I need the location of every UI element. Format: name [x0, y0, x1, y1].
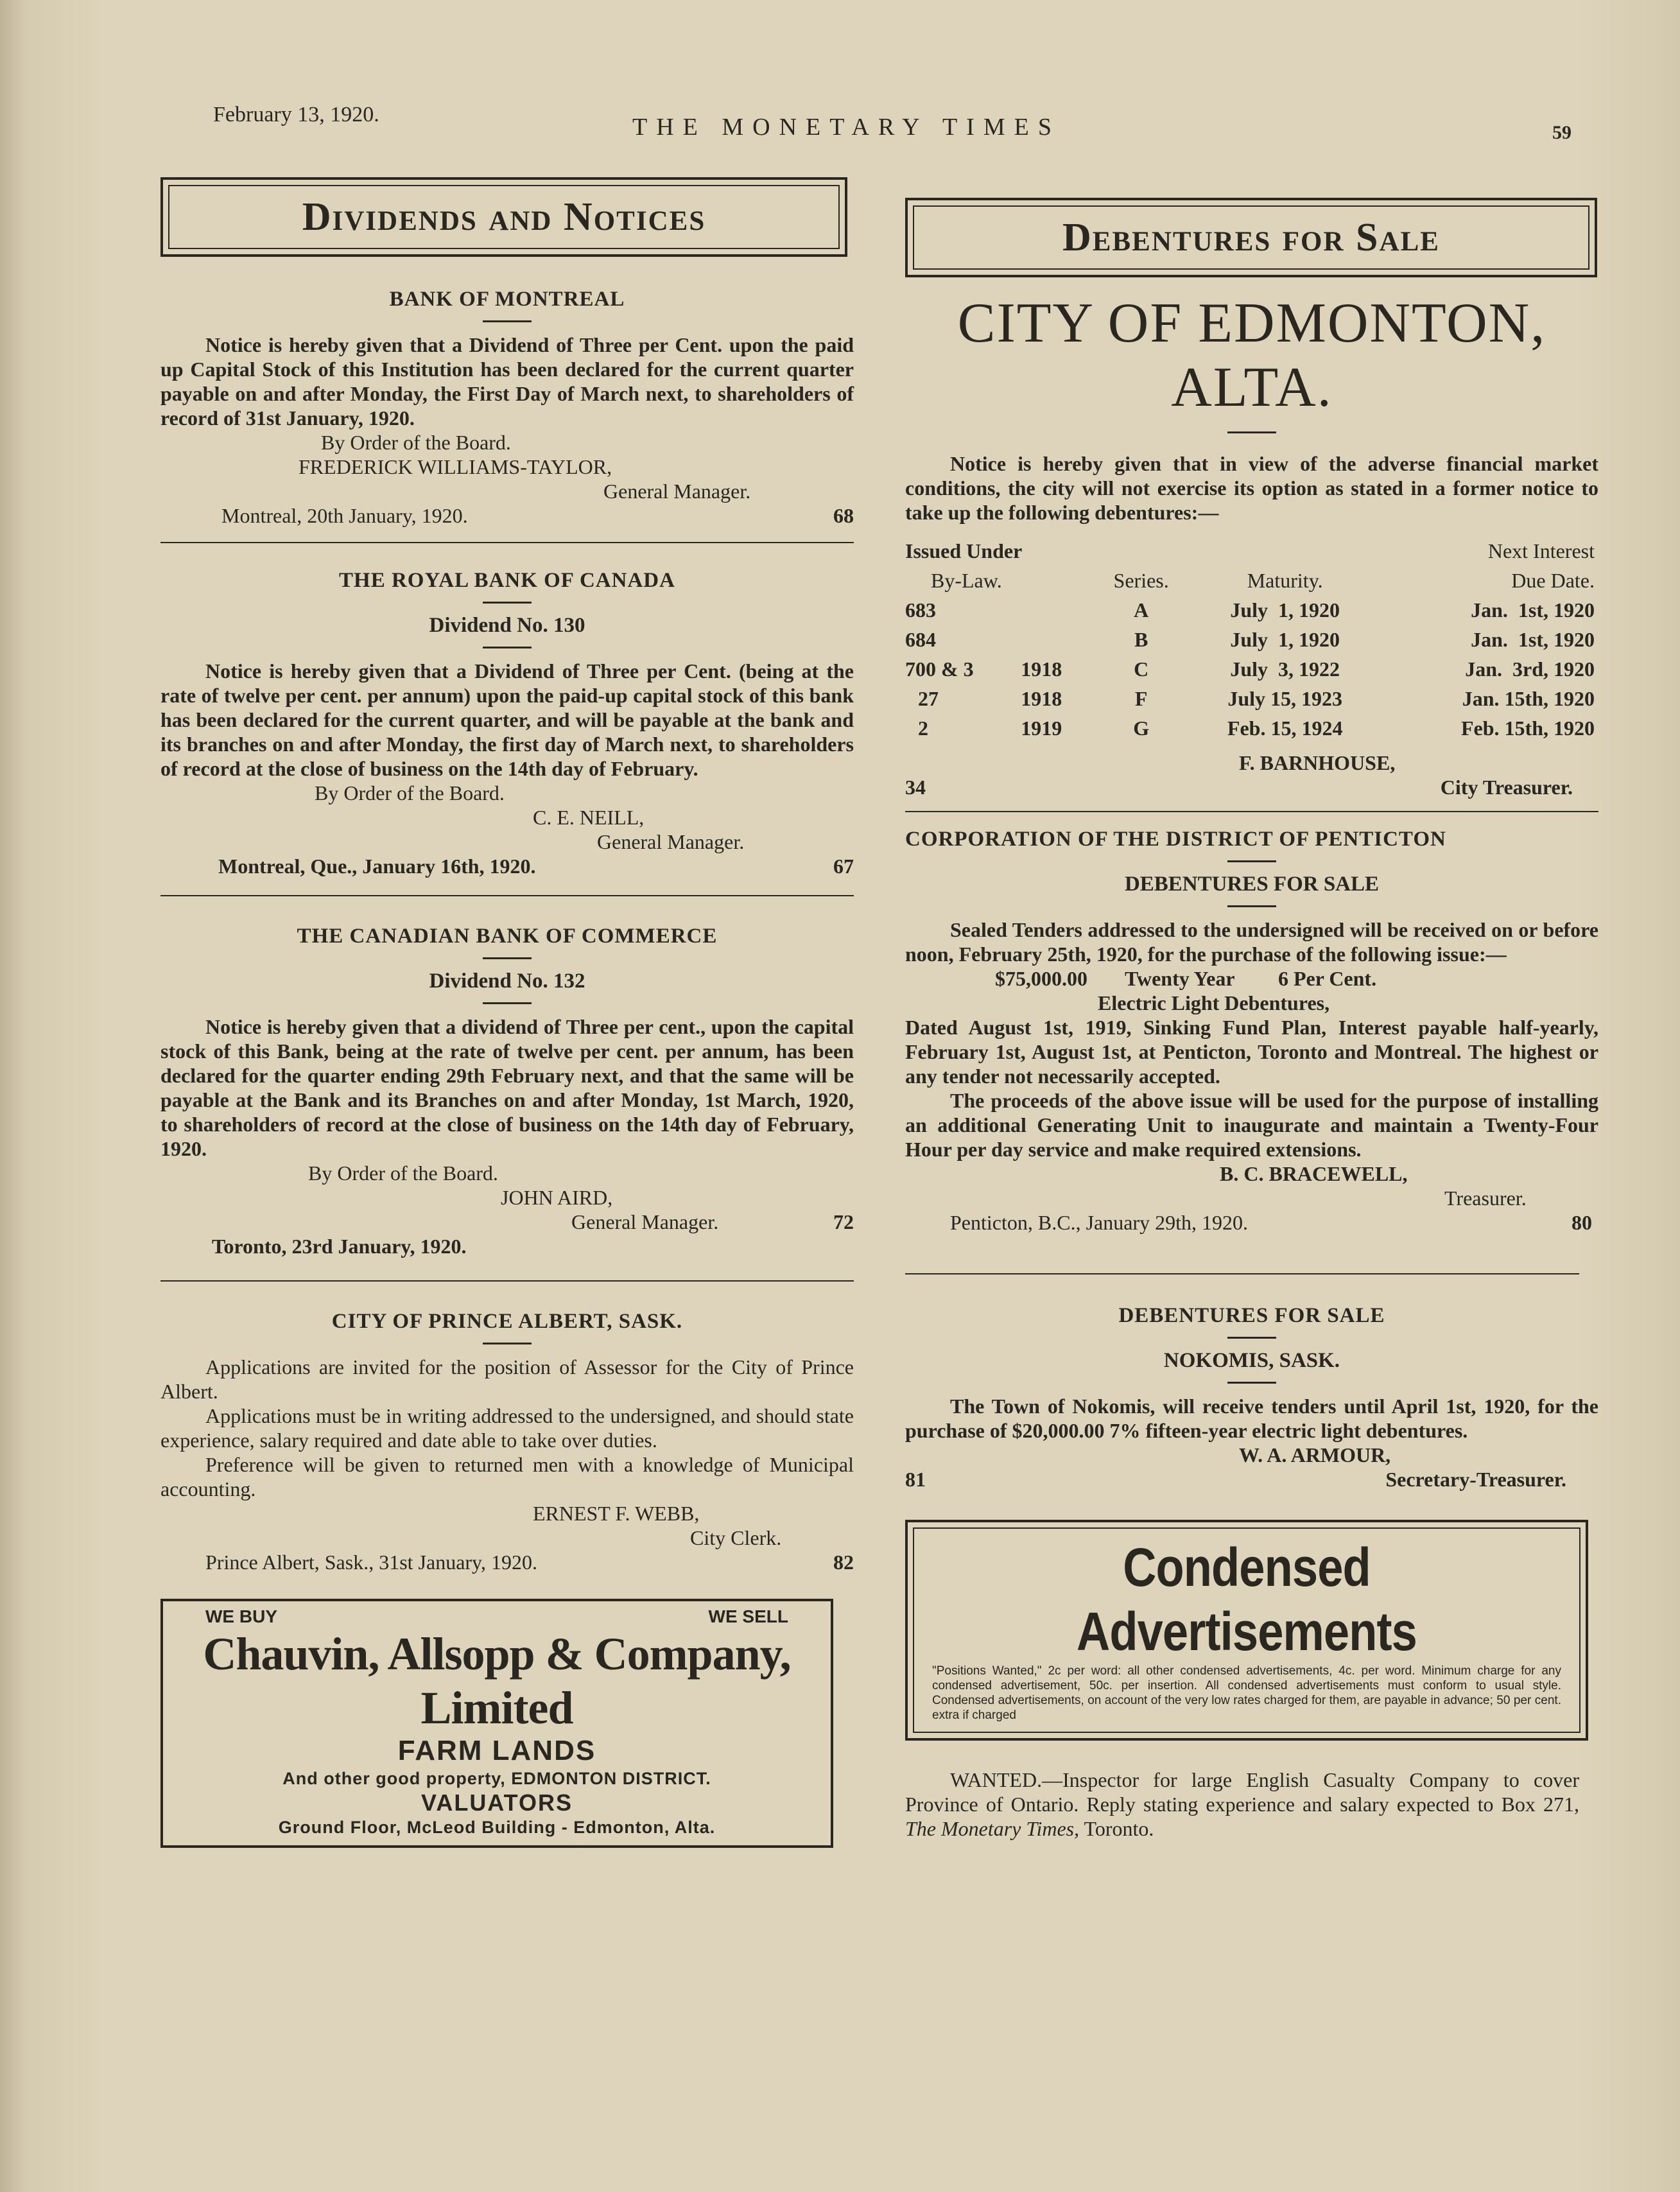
interest-date-cell: Jan. 1st, 1920 — [1471, 628, 1595, 651]
header-date: February 13, 1920. — [213, 103, 379, 126]
city-title: CITY OF EDMONTON, — [957, 292, 1546, 354]
divider — [1227, 860, 1276, 862]
table-header-row — [905, 566, 1598, 595]
issue-amount: $75,000.00 — [995, 967, 1087, 990]
divider — [483, 957, 532, 959]
we-buy-label: WE BUY — [205, 1606, 277, 1626]
divider — [1227, 1337, 1276, 1339]
debentures-heading-box — [905, 198, 1597, 277]
year-cell: 1918 — [1021, 687, 1062, 710]
issue-term: Twenty Year — [1125, 967, 1234, 990]
series-cell: B — [1134, 628, 1148, 651]
table-body — [905, 595, 1598, 743]
bank-of-commerce-notice — [160, 925, 854, 1258]
section-rule — [905, 1273, 1579, 1274]
ad-number: 82 — [833, 1551, 854, 1574]
column-header: By-Law. — [931, 569, 1002, 592]
bylaw-cell: 700 & 3 — [905, 657, 974, 681]
year-cell: 1918 — [1021, 657, 1062, 681]
signatory-role: Treasurer. — [1444, 1187, 1527, 1210]
bylaw-cell: 2 — [918, 717, 928, 740]
farm-lands-line: FARM LANDS — [397, 1735, 596, 1766]
dividends-heading-box — [160, 177, 847, 257]
notice-paragraph: Applications are invited for the position of Assessor for the City of Prince Albert. — [160, 1355, 854, 1403]
royal-bank-notice — [160, 569, 854, 878]
divider — [483, 1002, 532, 1004]
notice-body: Notice is hereby given that a Dividend of Three per Cent. upon the paid up Capital Stock of this Institution has been declared for the current quarter payable on and after Monday, the First Day of March next, to shareholders of record of 31st January, 1920. — [160, 333, 854, 430]
section-subtitle: DEBENTURES FOR SALE — [1124, 873, 1380, 896]
section-title: BANK OF MONTREAL — [389, 288, 625, 311]
section-subtitle: NOKOMIS, SASK. — [1163, 1349, 1340, 1372]
wanted-body: Inspector for large English Casualty Company to cover Province of Ontario. Reply stating experience and salary expected to Box 271, — [905, 1768, 1579, 1816]
table-row — [905, 654, 1598, 684]
interest-date-cell: Feb. 15th, 1920 — [1461, 717, 1595, 740]
condensed-ads-inner — [913, 1527, 1580, 1733]
column-header — [1093, 536, 1190, 566]
ad-number: 67 — [833, 855, 854, 878]
penticton-notice — [905, 828, 1598, 1235]
signatory-role: General Manager. — [603, 480, 751, 503]
order-line: By Order of the Board. — [308, 1161, 498, 1185]
maturity-cell: July 3, 1922 — [1230, 657, 1340, 681]
bylaw-cell: 684 — [905, 628, 936, 651]
notice-body: Notice is hereby given that a Dividend of Three per Cent. (being at the rate of twelve per cent. per annum) upon the paid-up capital stock of this bank has been declared for the current quarter, and will be payable at the bank and its branches on and after Monday, the first day of March next, to shareholders of record at the close of business on the 14th day of February. — [160, 659, 854, 780]
place-line — [160, 503, 854, 528]
edmonton-notice — [905, 291, 1598, 799]
series-cell: A — [1134, 598, 1149, 622]
notice-paragraph: Preference will be given to returned men with a knowledge of Municipal accounting. — [160, 1453, 854, 1500]
publication-name: The Monetary Times, — [905, 1817, 1080, 1840]
signatory-name: JOHN AIRD, — [501, 1186, 613, 1209]
wanted-lead: WANTED.— — [950, 1768, 1063, 1791]
condensed-ads-box — [905, 1520, 1588, 1741]
interest-date-cell: Jan. 15th, 1920 — [1462, 687, 1595, 710]
column-header: Series. — [1113, 569, 1169, 592]
divider — [483, 320, 532, 322]
table-row — [905, 625, 1598, 654]
series-cell: C — [1134, 657, 1149, 681]
bylaw-cell: 683 — [905, 598, 936, 622]
buy-sell-line — [173, 1606, 820, 1627]
section-title: CORPORATION OF THE DISTRICT OF PENTICTON — [905, 828, 1446, 851]
table-row — [905, 595, 1598, 625]
place-line — [905, 1210, 1598, 1235]
bylaw-cell: 27 — [918, 687, 939, 710]
section-rule — [160, 542, 854, 543]
maturity-cell: July 1, 1920 — [1230, 598, 1340, 622]
chauvin-allsopp-advertisement — [160, 1599, 833, 1848]
ad-number: 81 — [905, 1468, 926, 1491]
signatory-name: F. BARNHOUSE, — [1239, 751, 1396, 774]
notice-paragraph: The proceeds of the above issue will be used for the purpose of installing an additional Generating Unit to inaugurate and maintain a Twenty-Four Hour per day service and make required extensions. — [905, 1089, 1598, 1161]
column-header — [1190, 536, 1380, 566]
notice-paragraph: Applications must be in writing addressed to the undersigned, and should state experience, salary required and date able to take over duties. — [160, 1404, 854, 1452]
column-header: Due Date. — [1511, 569, 1595, 592]
table-row — [905, 713, 1598, 743]
notice-paragraph: Sealed Tenders addressed to the undersigned will be received on or before noon, February 25th, 1920, for the purchase of the following issue:— — [905, 918, 1598, 966]
role-line — [905, 1467, 1598, 1492]
series-cell: G — [1133, 717, 1150, 740]
issue-kind: Electric Light Debentures, — [1098, 991, 1330, 1014]
we-sell-label: WE SELL — [708, 1606, 788, 1626]
section-title: CITY OF PRINCE ALBERT, SASK. — [331, 1310, 683, 1333]
section-title: DEBENTURES FOR SALE — [1118, 1304, 1385, 1327]
notice-paragraph: Dated August 1st, 1919, Sinking Fund Plan, Interest payable half-yearly, February 1st, August 1st, at Penticton, Toronto and Montreal. The highest or any tender not necessarily accepted. — [905, 1016, 1598, 1088]
wanted-advertisement — [905, 1768, 1579, 1841]
signatory-name: W. A. ARMOUR, — [1239, 1443, 1391, 1466]
place-date: Montreal, 20th January, 1920. — [221, 504, 468, 527]
divider — [1227, 431, 1276, 433]
interest-date-cell: Jan. 3rd, 1920 — [1465, 657, 1595, 681]
signatory-role: City Clerk. — [690, 1526, 782, 1549]
condensed-ads-title: Condensed Advertisements — [1077, 1537, 1417, 1662]
maturity-cell: July 1, 1920 — [1230, 628, 1340, 651]
maturity-cell: Feb. 15, 1924 — [1227, 717, 1343, 740]
section-subtitle: Dividend No. 132 — [429, 970, 585, 993]
maturity-cell: July 15, 1923 — [1227, 687, 1342, 710]
right-column — [905, 198, 1598, 1841]
place-line — [160, 854, 854, 878]
divider — [483, 602, 532, 604]
year-cell: 1919 — [1021, 717, 1062, 740]
issue-line — [905, 966, 1598, 991]
section-rule — [160, 1280, 854, 1282]
address-line: Ground Floor, McLeod Building - Edmonton, Alta. — [278, 1818, 716, 1837]
column-header: Issued Under — [905, 539, 1023, 562]
signatory-role: Secretary-Treasurer. — [1385, 1468, 1566, 1491]
order-line: By Order of the Board. — [315, 781, 505, 805]
place-date: Prince Albert, Sask., 31st January, 1920. — [205, 1551, 537, 1574]
page-number: 59 — [1552, 122, 1572, 143]
signatory-role: General Manager. — [571, 1210, 719, 1233]
company-name: Chauvin, Allsopp & Company, Limited — [203, 1628, 791, 1734]
role-line — [160, 1210, 854, 1234]
prince-albert-notice — [160, 1310, 854, 1574]
province-title: ALTA. — [1171, 356, 1333, 419]
signatory-name: B. C. BRACEWELL, — [1220, 1162, 1408, 1185]
column-header: Next Interest — [1487, 539, 1595, 562]
section-title: THE CANADIAN BANK OF COMMERCE — [297, 925, 718, 948]
notice-body: Notice is hereby given that a dividend of Three per cent., upon the capital stock of this Bank, being at the rate of twelve per cent. per annum, has been declared for the quarter ending 29th February next, and that the same will be payable at the Bank and its Branches on and after Monday, 1st March, 1920, to shareholders of record at the close of business on the 14th day of February, 1920. — [160, 1015, 854, 1160]
notice-body: Notice is hereby given that in view of the adverse financial market conditions, the city will not exercise its option as stated in a former notice to take up the following debentures:— — [905, 452, 1598, 524]
valuators-line: VALUATORS — [420, 1789, 573, 1816]
year-cell — [1017, 625, 1093, 654]
place-date: Toronto, 23rd January, 1920. — [212, 1235, 467, 1258]
ad-number: 68 — [833, 504, 854, 527]
place-date: Montreal, Que., January 16th, 1920. — [218, 855, 536, 878]
debentures-heading: Debentures for Sale — [913, 205, 1589, 270]
left-column — [160, 177, 854, 1848]
debentures-table — [905, 536, 1598, 743]
year-cell — [1017, 595, 1093, 625]
bank-of-montreal-notice — [160, 288, 854, 528]
wanted-city: Toronto. — [1084, 1817, 1154, 1840]
ad-number: 72 — [833, 1210, 854, 1233]
signatory-name: C. E. NEILL, — [533, 806, 645, 829]
signatory-role: General Manager. — [597, 830, 745, 853]
divider — [483, 647, 532, 648]
table-header-row — [905, 536, 1598, 566]
divider — [483, 1343, 532, 1344]
divider — [1227, 1382, 1276, 1384]
condensed-ads-rates: "Positions Wanted," 2c per word: all other condensed advertisements, 4c. per word. Minimum charge for any condensed advertisement, 50c. per insertion. All condensed advertisements must conform to usual style. Condensed advertisements, on account of the very low rates charged for them, are payable in advance; 50 per cent. extra if charged — [932, 1664, 1561, 1722]
role-line — [905, 775, 1598, 799]
nokomis-notice — [905, 1304, 1598, 1492]
place-line — [160, 1550, 854, 1574]
column-header: Maturity. — [1247, 569, 1323, 592]
divider — [1227, 905, 1276, 907]
section-subtitle: Dividend No. 130 — [429, 614, 585, 637]
section-rule — [905, 811, 1598, 812]
interest-date-cell: Jan. 1st, 1920 — [1471, 598, 1595, 622]
place-date: Penticton, B.C., January 29th, 1920. — [950, 1211, 1248, 1234]
section-title: THE ROYAL BANK OF CANADA — [339, 569, 675, 592]
notice-body: The Town of Nokomis, will receive tenders until April 1st, 1920, for the purchase of $20,000.00 7% fifteen-year electric light debentures. — [905, 1395, 1598, 1442]
section-rule — [160, 895, 854, 896]
signatory-name: FREDERICK WILLIAMS-TAYLOR, — [299, 455, 612, 478]
table-row — [905, 684, 1598, 713]
issue-rate: 6 Per Cent. — [1277, 967, 1377, 990]
ad-number: 80 — [1572, 1211, 1592, 1234]
district-line: And other good property, EDMONTON DISTRICT. — [282, 1769, 711, 1788]
signatory-name: ERNEST F. WEBB, — [533, 1502, 700, 1525]
dividends-heading: Dividends and Notices — [168, 185, 840, 249]
header-title: THE MONETARY TIMES — [632, 114, 1061, 141]
signatory-role: City Treasurer. — [1440, 776, 1573, 799]
order-line: By Order of the Board. — [321, 431, 511, 454]
series-cell: F — [1134, 687, 1148, 710]
ad-number: 34 — [905, 776, 926, 799]
